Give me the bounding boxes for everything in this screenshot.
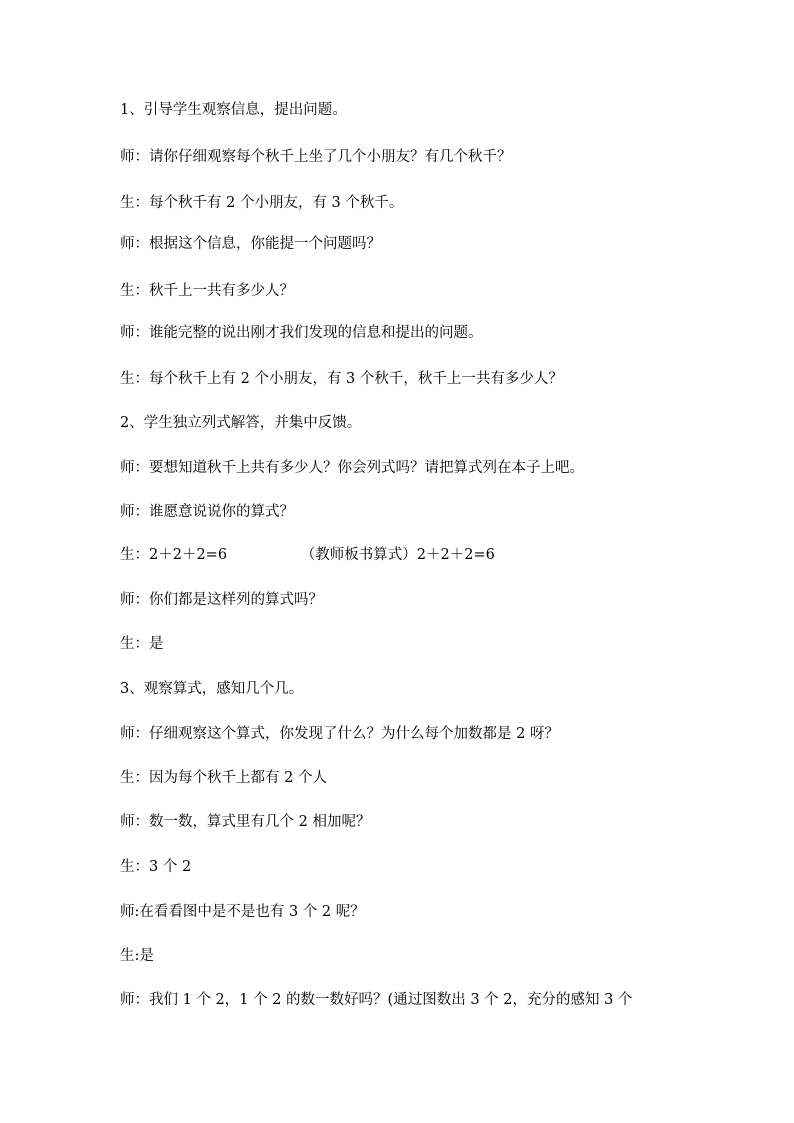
text-line: 师：你们都是这样列的算式吗？ — [120, 592, 323, 608]
text-line: 师：请你仔细观察每个秋千上坐了几个小朋友？有几个秋千？ — [120, 149, 512, 165]
text-line: 师：谁能完整的说出刚才我们发现的信息和提出的问题。 — [120, 325, 483, 341]
text-line: 生：是 — [120, 636, 164, 652]
text-line: 生：因为每个秋千上都有 2 个人 — [120, 770, 327, 786]
text-line: 师：仔细观察这个算式，你发现了什么？为什么每个加数都是 2 呀？ — [120, 726, 559, 742]
text-line: 1、引导学生观察信息，提出问题。 — [120, 102, 347, 118]
text-line: 生：秋千上一共有多少人？ — [120, 283, 294, 299]
text-line: 3、观察算式，感知几个几。 — [120, 681, 304, 697]
text-line: 生：每个秋千有 2 个小朋友，有 3 个秋千。 — [120, 195, 404, 211]
text-line: 师:在看看图中是不是也有 3 个 2 呢？ — [120, 904, 365, 920]
text-line: 2、学生独立列式解答，并集中反馈。 — [120, 415, 362, 431]
text-line: 师：谁愿意说说你的算式？ — [120, 504, 294, 520]
text-line: 生:是 — [120, 948, 154, 964]
text-line: 生：2＋2＋2=6 （教师板书算式）2＋2＋2=6 — [120, 547, 495, 563]
text-line: 生：每个秋千上有 2 个小朋友，有 3 个秋千，秋千上一共有多少人？ — [120, 371, 563, 387]
text-line: 师：根据这个信息，你能提一个问题吗？ — [120, 236, 381, 252]
text-line: 师：要想知道秋千上共有多少人？你会列式吗？请把算式列在本子上吧。 — [120, 460, 584, 476]
text-line: 生：3 个 2 — [120, 859, 192, 875]
text-line: 师：我们 1 个 2，1 个 2 的数一数好吗？(通过图数出 3 个 2，充分的感知 3 个 — [120, 992, 633, 1008]
text-line: 师：数一数，算式里有几个 2 相加呢？ — [120, 814, 371, 830]
